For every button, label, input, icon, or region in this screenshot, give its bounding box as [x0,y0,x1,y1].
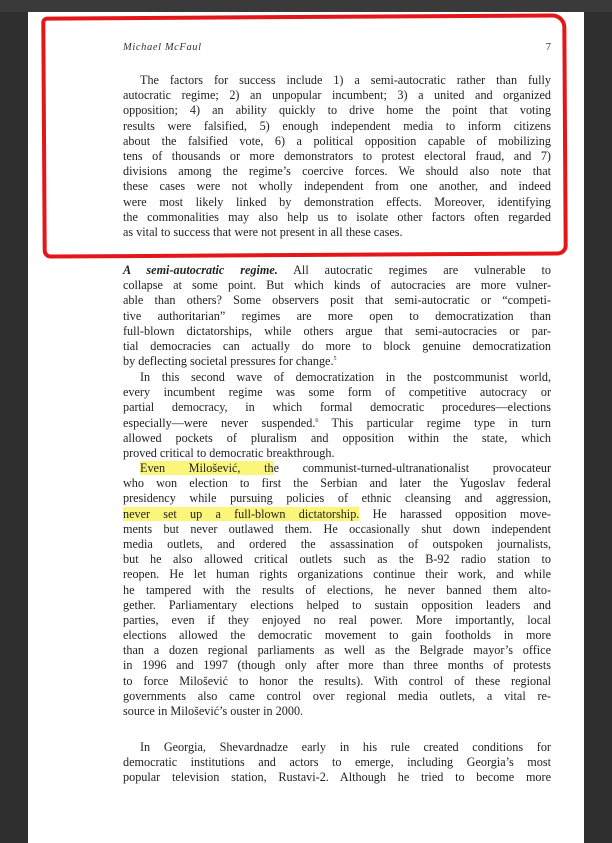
text-segment: All autocratic regimes are vulnerable to [277,263,551,277]
text-line: able than others? Some observers posit that semi-autocratic or “competi- [123,293,551,308]
text-line: In Georgia, Shevardnadze early in his rule created conditions for [140,740,551,754]
text-line: the commonalities may also help us to isolate other factors often regarded [123,209,551,224]
text-line: parties, even if they enjoyed no real power. More importantly, local [123,612,551,627]
viewer-left-margin [0,12,28,843]
text-line [123,461,551,476]
paragraph-milosevic [123,461,551,719]
viewer-right-margin [584,12,612,843]
document-page [28,12,584,843]
text-line: allowed pockets of pluralism and opposition within the state, which [123,430,551,445]
text-line: tial democracies can actually do more to block genuine democratization [123,338,551,353]
text-line: these cases were not wholly independent from one another, and indeed [123,179,551,194]
text-line: than a dozen regional parliaments as well as the Belgrade mayor’s office [123,643,551,658]
text-segment: e communist-turned-ultranationalist provocateur [273,461,552,475]
text-segment: This particular regime type in turn [318,415,551,430]
text-line: every incumbent regime was some form of competitive autocracy or [123,385,551,400]
viewer-top-bar [0,0,612,12]
text-line: governments also came control over regional media outlets, a vital re- [123,688,551,703]
text-line: who won election to first the Serbian and later the Yugoslav federal [123,476,551,491]
text-line: as vital to success that were not present in all these cases. [123,224,403,239]
highlighted-text: Even Milošević, th [140,461,274,475]
text-line: full-blown dictatorships, while others argue that semi-autocracies or par- [123,323,551,338]
text-line: autocratic regime; 2) an unpopular incumbent; 3) a united and organized [123,88,551,103]
text-segment: especially—were never suspended. [123,415,316,430]
text-line: presidency while pursuing policies of ethnic cleansing and aggression, [123,491,551,506]
run-in-heading: A semi-autocratic regime. [123,263,278,277]
text-line: but he also allowed critical outlets such as the B-92 radio station to [123,552,551,567]
footnote-marker: 6 [315,417,319,424]
text-line: popular television station, Rustavi-2. Although he tried to become more [123,770,551,785]
text-line: tens of thousands or more demonstrators to protest electoral fraud, and 7) [123,148,551,163]
text-line: in 1996 and 1997 (though only after more than three months of protests [123,658,551,673]
text-line: were most likely linked by demonstration effects. Moreover, identifying [123,194,551,209]
text-line: reopen. He let human rights organizations continue their work, and while [123,567,551,582]
text-line: ments but never outlawed them. He occasionally shut down independent [123,521,551,536]
text-line: media outlets, and ordered the assassination of outspoken journalists, [123,536,551,551]
text-line: he tampered with the results of elections, he never banned them alto- [123,582,551,597]
text-line: divisions among the regime’s coercive forces. We should also note that [123,164,551,179]
text-line: to force Milošević to honor the results). With control of these regional [123,673,551,688]
text-line [123,416,551,431]
paragraph-georgia [123,740,551,786]
text-line: source in Milošević’s ouster in 2000. [123,704,304,718]
text-line: tive authoritarian” regimes are more open to democratization than [123,308,551,323]
text-line [123,507,551,522]
paragraph-semi-autocratic-regime [123,263,551,369]
highlighted-text: never set up a full-blown dictatorship. [123,506,360,521]
text-line: In this second wave of democratization in the postcommunist world, [140,370,551,384]
text-line: The factors for success include 1) a semi-autocratic rather than fully [140,73,551,87]
paragraph-second-wave [123,370,551,461]
text-line: proved critical to democratic breakthrough. [123,445,335,460]
text-line: about the falsified vote, 6) a political opposition capable of mobilizing [123,133,551,148]
text-segment: He harassed opposition move- [359,506,551,521]
text-line: democratic institutions and actors to emerge, including Georgia’s most [123,755,551,770]
text-line [123,263,551,278]
paragraph-success-factors [123,73,551,240]
text-line [123,354,551,369]
text-segment: by deflecting societal pressures for change. [123,354,334,369]
text-line: results were falsified, 5) enough independent media to inform citizens [123,118,551,133]
running-header [123,42,551,58]
page-number: 7 [545,42,551,53]
footnote-marker: 5 [333,356,337,363]
text-line: elections allowed the democratic movement to gain footholds in more [123,628,551,643]
text-line: partial democracy, in which formal democratic procedures—elections [123,400,551,415]
text-line: gether. Parliamentary elections helped to sustain opposition leaders and [123,597,551,612]
text-line: collapse at some point. But which kinds of autocracies are more vulner- [123,278,551,293]
running-header-author: Michael McFaul [123,42,202,53]
text-line: opposition; 4) an ability quickly to drive home the point that voting [123,103,551,118]
